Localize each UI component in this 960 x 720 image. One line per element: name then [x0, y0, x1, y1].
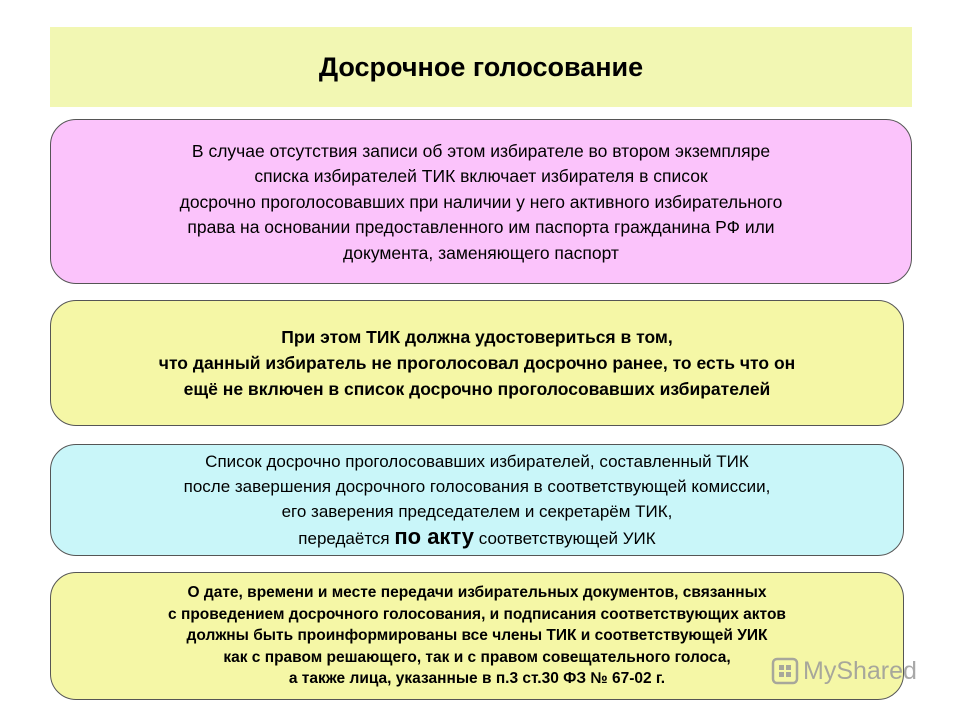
text-line: ещё не включен в список досрочно проголосовавших избирателей — [183, 379, 771, 399]
myshared-watermark — [770, 656, 917, 686]
slide-title: Досрочное голосование — [318, 51, 644, 82]
text-line: списка избирателей ТИК включает избирателя в список — [254, 166, 708, 187]
myshared-logo-icon — [770, 656, 800, 686]
text-line: а также лица, указанные в п.3 ст.30 ФЗ № 67-02 г. — [288, 670, 666, 688]
text-line: после завершения досрочного голосования в соответствующей комиссии, — [183, 477, 771, 496]
text-line: В случае отсутствия записи об этом избирателе во втором экземпляре — [191, 140, 771, 161]
transfer-emphasis: по акту — [394, 524, 475, 549]
watermark-text: MyShared — [803, 656, 917, 685]
text-line: как с правом решающего, так и с правом совещательного голоса, — [223, 648, 731, 666]
text-line: О дате, времени и месте передачи избирательных документов, связанных — [187, 584, 767, 602]
text-line: документа, заменяющего паспорт — [343, 242, 619, 263]
title-bar — [50, 27, 912, 107]
text-line: права на основании предоставленного им паспорта гражданина РФ или — [187, 217, 775, 238]
text-line: с проведением досрочного голосования, и подписания соответствующих актов — [168, 605, 786, 623]
info-box-passport — [50, 119, 912, 284]
transfer-text-after: соответствующей УИК — [478, 529, 656, 548]
transfer-text-before: передаётся — [298, 529, 390, 548]
text-line: его заверения председателем и секретарём ТИК, — [281, 502, 673, 521]
text-line: Список досрочно проголосовавших избирателей, составленный ТИК — [205, 452, 749, 471]
info-box-verification — [50, 300, 904, 426]
text-line: должны быть проинформированы все члены ТИК и соответствующей УИК — [186, 627, 768, 645]
text-line-transfer — [298, 524, 655, 551]
text-line: При этом ТИК должна удостовериться в том, — [281, 327, 673, 347]
text-line: досрочно проголосовавших при наличии у него активного избирательного — [179, 191, 783, 212]
text-line: что данный избиратель не проголосовал досрочно ранее, то есть что он — [158, 353, 796, 373]
info-box-list-transfer — [50, 444, 904, 556]
